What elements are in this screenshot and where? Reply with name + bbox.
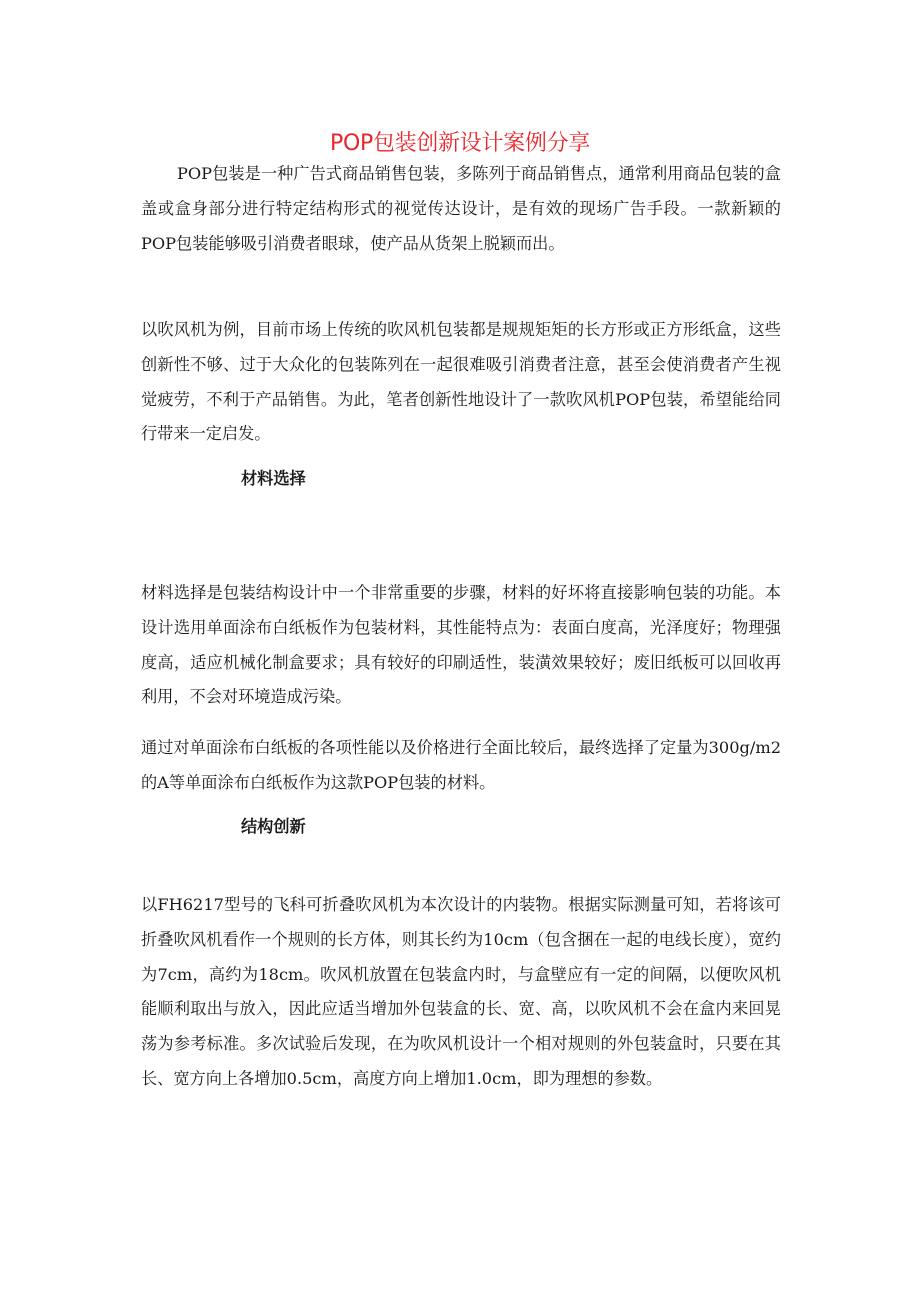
example-paragraph: 以吹风机为例，目前市场上传统的吹风机包装都是规规矩矩的长方形或正方形纸盒，这些创新性不够、过于大众化的包装陈列在一起很难吸引消费者注意，甚至会使消费者产生视觉疲劳，不利于产品销售。为此，笔者创新性地设计了一款吹风机POP包装，希望能给同行带来一定启发。 (141, 320, 781, 444)
material-paragraph-2: 通过对单面涂布白纸板的各项性能以及价格进行全面比较后，最终选择了定量为300g/m2的A等单面涂布白纸板作为这款POP包装的材料。 (141, 738, 781, 792)
section-heading-material: 材料选择 (241, 469, 306, 488)
structure-paragraph: 以FH6217型号的飞科可折叠吹风机为本次设计的内装物。根据实际测量可知，若将该可折叠吹风机看作一个规则的长方体，则其长约为10cm（包含捆在一起的电线长度），宽约为7cm，高约为18cm。吹风机放置在包装盒内时，与盒壁应有一定的间隔，以便吹风机能顺利取出与放入，因此应适当增加外包装盒的长、宽、高，以吹风机不会在盒内来回晃荡为参考标准。多次试验后发现，在为吹风机设计一个相对规则的外包装盒时，只要在其长、宽方向上各增加0.5cm，高度方向上增加1.0cm，即为理想的参数。 (141, 895, 781, 1088)
section-heading-structure: 结构创新 (241, 817, 306, 836)
material-paragraph-1: 材料选择是包装结构设计中一个非常重要的步骤，材料的好坏将直接影响包装的功能。本设计选用单面涂布白纸板作为包装材料，其性能特点为：表面白度高，光泽度好；物理强度高，适应机械化制盒要求；具有较好的印刷适性，装潢效果较好；废旧纸板可以回收再利用，不会对环境造成污染。 (141, 583, 781, 707)
intro-paragraph: POP包装是一种广告式商品销售包装，多陈列于商品销售点，通常利用商品包装的盒盖或盒身部分进行特定结构形式的视觉传达设计，是有效的现场广告手段。一款新颖的POP包装能够吸引消费者眼球，使产品从货架上脱颖而出。 (141, 164, 781, 253)
document-title: POP包装创新设计案例分享 (330, 130, 590, 156)
